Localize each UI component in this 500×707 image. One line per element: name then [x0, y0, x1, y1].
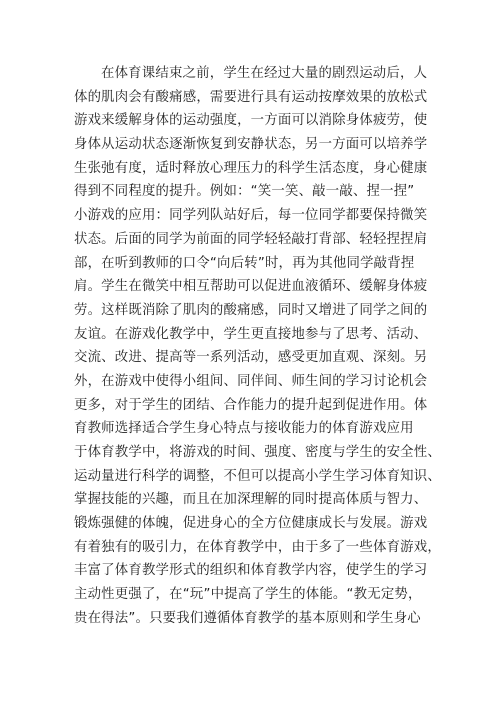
paragraph-line: 于体育教学中，将游戏的时间、强度、密度与学生的安全性、 [74, 445, 441, 460]
paragraph-line: 游戏来缓解身体的运动强度，一方面可以消除身体疲劳，使 [74, 113, 428, 129]
paragraph-line: 友谊。在游戏化教学中，学生更直接地参与了思考、活动、 [74, 326, 428, 342]
paragraph-line: 在体育课结束之前，学生在经过大量的剧烈运动后，人 [101, 66, 428, 81]
paragraph-line: 得到不同程度的提升。例如：“笑一笑、敲一敲、捏一捏” [74, 184, 415, 200]
paragraph-line: 部，在听到教师的口令“向后转”时，再为其他同学敲背捏 [74, 255, 415, 271]
paragraph-line: 劳。这样既消除了肌肉的酸痛感，同时又增进了同学之间的 [74, 302, 428, 318]
paragraph-line: 交流、改进、提高等一系列活动，感受更加直观、深刻。另 [74, 350, 428, 366]
paragraph-line: 身体从运动状态逐渐恢复到安静状态，另一方面可以培养学 [74, 137, 428, 153]
paragraph-line: 肩。学生在微笑中相互帮助可以促进血液循环、缓解身体疲 [74, 279, 428, 295]
paragraph-line: 主动性更强了，在“玩”中提高了学生的体能。“教无定势， [74, 587, 422, 603]
paragraph-line: 育教师选择适合学生身心特点与接收能力的体育游戏应用 [74, 421, 414, 437]
paragraph-line: 小游戏的应用：同学列队站好后，每一位同学都要保持微笑 [74, 208, 428, 224]
paragraph-line: 锻炼强健的体魄，促进身心的全方位健康成长与发展。游戏 [74, 516, 428, 532]
paragraph-line: 有着独有的吸引力，在体育教学中，由于多了一些体育游戏， [74, 539, 441, 555]
body-paragraph [74, 62, 441, 631]
paragraph-line: 更多，对于学生的团结、合作能力的提升起到促进作用。体 [74, 397, 428, 413]
paragraph-line: 贵在得法”。只要我们遵循体育教学的基本原则和学生身心 [74, 610, 421, 626]
paragraph-line: 丰富了体育教学形式的组织和体育教学内容，使学生的学习 [74, 563, 428, 579]
paragraph-line: 掌握技能的兴趣，而且在加深理解的同时提高体质与智力、 [74, 492, 428, 508]
paragraph-line: 体的肌肉会有酸痛感，需要进行具有运动按摩效果的放松式 [74, 89, 428, 105]
paragraph-line: 运动量进行科学的调整，不但可以提高小学生学习体育知识、 [74, 468, 441, 484]
paragraph-line: 外，在游戏中使得小组间、同伴间、师生间的学习讨论机会 [74, 373, 428, 389]
paragraph-line: 状态。后面的同学为前面的同学轻轻敲打背部、轻轻捏捏肩 [74, 231, 428, 247]
paragraph-line: 生张弛有度，适时释放心理压力的科学生活态度，身心健康 [74, 160, 428, 176]
